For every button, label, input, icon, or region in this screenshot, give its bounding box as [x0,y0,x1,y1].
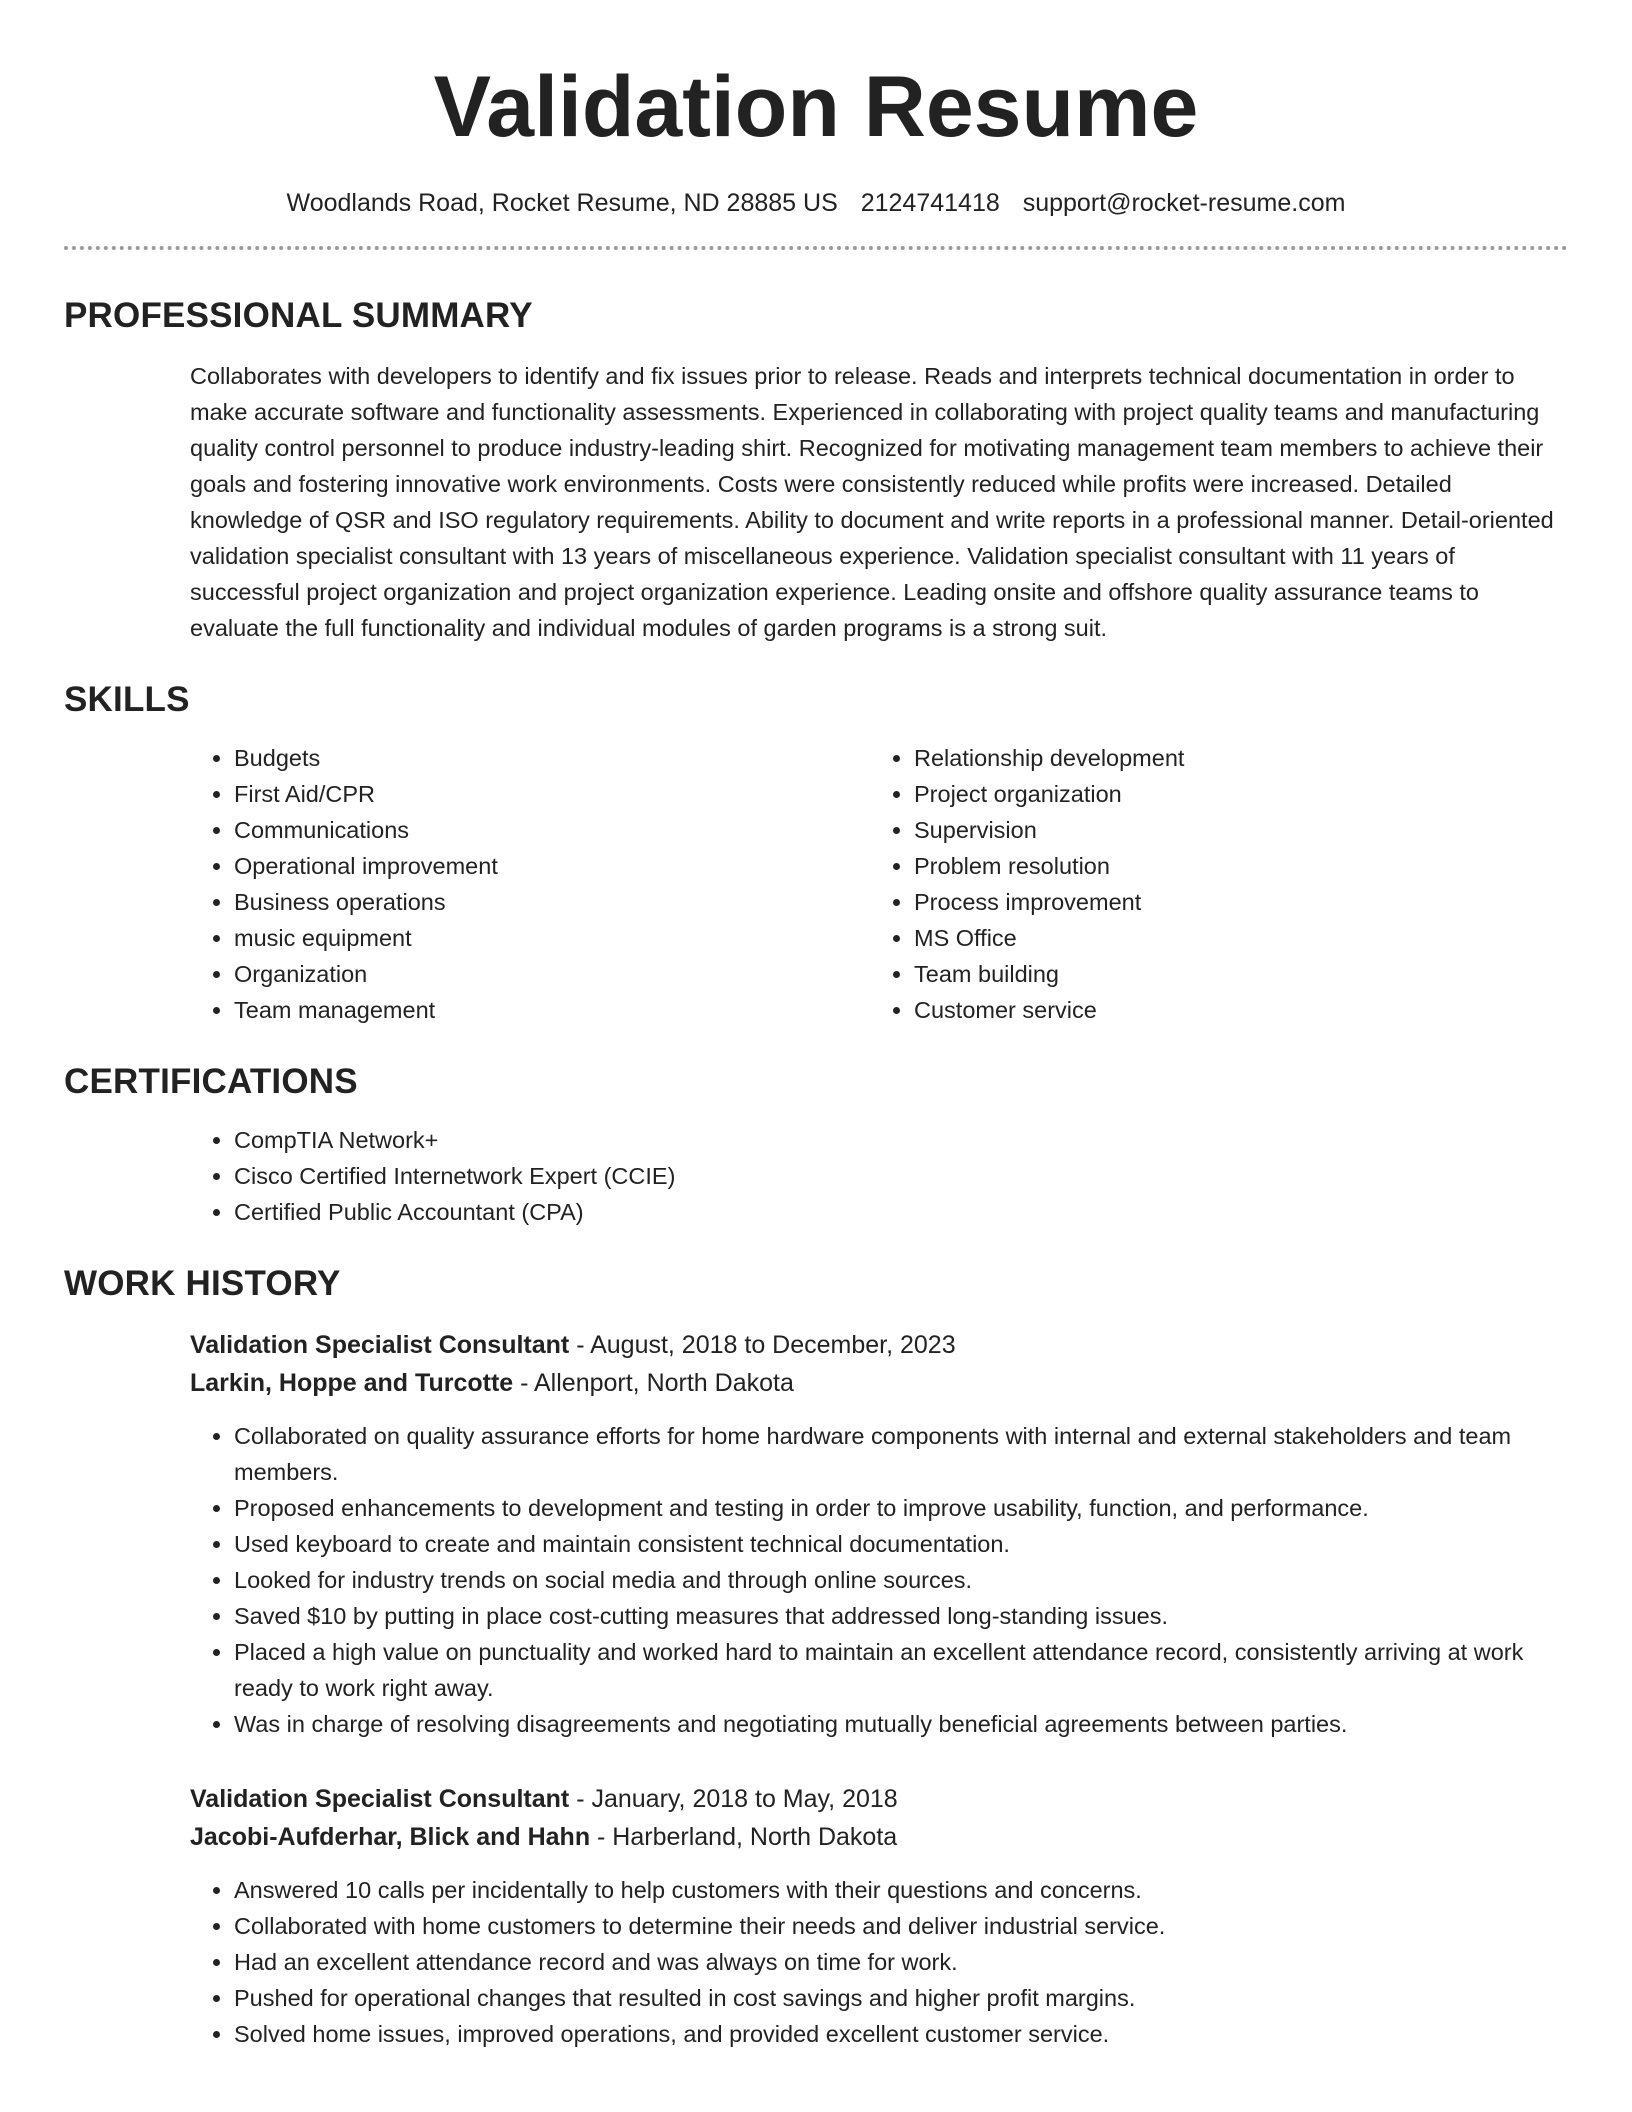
job-company: Larkin, Hoppe and Turcotte [190,1369,514,1397]
skill-item: • Business operations [234,884,870,920]
skill-item: • Budgets [234,740,870,776]
skill-item: • Customer service [914,992,1550,1028]
section-title-certifications: CERTIFICATIONS [64,1062,358,1101]
skill-item: • First Aid/CPR [234,776,870,812]
job-company-line [190,1364,1568,1402]
certification-item: • CompTIA Network+ [234,1122,1568,1158]
skill-item: • Communications [234,812,870,848]
section-title-summary: PROFESSIONAL SUMMARY [64,296,533,335]
job-duty-item: • Had an excellent attendance record and was always on time for work. [234,1944,1568,1980]
skills-columns [190,740,1568,1028]
section-title-skills: SKILLS [64,680,190,719]
skill-item: • Team management [234,992,870,1028]
certification-item: • Certified Public Accountant (CPA) [234,1194,1568,1230]
skill-item: • MS Office [914,920,1550,956]
contact-phone: 2124741418 [860,189,1000,217]
job-duty-item: • Used keyboard to create and maintain consistent technical documentation. [234,1526,1568,1562]
skill-item: • music equipment [234,920,870,956]
contact-email: support@rocket-resume.com [1022,189,1346,217]
job-duties-list [190,1418,1568,1742]
skill-item: • Problem resolution [914,848,1550,884]
skills-column-left [190,740,870,1028]
job-duty-item: • Collaborated with home customers to determine their needs and deliver industrial service. [234,1908,1568,1944]
skill-item: • Team building [914,956,1550,992]
section-work-history [64,1262,1568,2052]
section-title-work-history: WORK HISTORY [64,1264,341,1303]
job-entry [190,1780,1568,2052]
certifications-list [190,1122,1568,1230]
contact-address: Woodlands Road, Rocket Resume, ND 28885 US [286,189,838,217]
job-duty-item: • Proposed enhancements to development and testing in order to improve usability, function, and performance. [234,1490,1568,1526]
contact-line [64,186,1568,220]
job-location: - Allenport, North Dakota [513,1369,794,1397]
section-certifications [64,1060,1568,1230]
job-duty-item: • Collaborated on quality assurance efforts for home hardware components with internal and external stakeholders and team members. [234,1418,1568,1490]
job-company: Jacobi-Aufderhar, Blick and Hahn [190,1823,591,1851]
skill-item: • Relationship development [914,740,1550,776]
section-skills [64,678,1568,1028]
job-duty-item: • Answered 10 calls per incidentally to help customers with their questions and concerns. [234,1872,1568,1908]
certification-item: • Cisco Certified Internetwork Expert (CCIE) [234,1158,1568,1194]
job-dates: - August, 2018 to December, 2023 [569,1331,956,1359]
summary-text: Collaborates with developers to identify and fix issues prior to release. Reads and interprets technical documentation in order to make accurate software and functionality assessments. Experienced in collaborating with project quality teams and manufacturing quality control personnel to produce industry-leading shirt. Recognized for motivating management team members to achieve their goals and fostering innovative work environments. Costs were consistently reduced while profits were increased. Detailed knowledge of QSR and ISO regulatory requirements. Ability to document and write reports in a professional manner. Detail-oriented validation specialist consultant with 13 years of miscellaneous experience. Validation specialist consultant with 11 years of successful project organization and project organization experience. Leading onsite and offshore quality assurance teams to evaluate the full functionality and individual modules of garden programs is a strong suit. [190,363,1554,641]
skill-item: • Organization [234,956,870,992]
skill-item: • Process improvement [914,884,1550,920]
job-dates: - January, 2018 to May, 2018 [569,1785,898,1813]
job-duty-item: • Looked for industry trends on social media and through online sources. [234,1562,1568,1598]
skill-item: • Operational improvement [234,848,870,884]
job-role: Validation Specialist Consultant [190,1331,570,1359]
job-duty-item: • Pushed for operational changes that resulted in cost savings and higher profit margins. [234,1980,1568,2016]
job-title-line [190,1780,1568,1818]
job-duty-item: • Was in charge of resolving disagreements and negotiating mutually beneficial agreements between parties. [234,1706,1568,1742]
section-summary [64,294,1568,646]
job-entry [190,1326,1568,1742]
skills-column-right [870,740,1550,1028]
resume-name: Validation Resume [433,59,1199,155]
job-duty-item: • Saved $10 by putting in place cost-cutting measures that addressed long-standing issues. [234,1598,1568,1634]
job-role: Validation Specialist Consultant [190,1785,570,1813]
job-duty-item: • Solved home issues, improved operations, and provided excellent customer service. [234,2016,1568,2052]
skill-item: • Project organization [914,776,1550,812]
job-location: - Harberland, North Dakota [590,1823,898,1851]
header-divider [64,246,1568,250]
job-duty-item: • Placed a high value on punctuality and worked hard to maintain an excellent attendance record, consistently arriving at work ready to work right away. [234,1634,1568,1706]
job-company-line [190,1818,1568,1856]
skill-item: • Supervision [914,812,1550,848]
job-title-line [190,1326,1568,1364]
job-duties-list [190,1872,1568,2052]
